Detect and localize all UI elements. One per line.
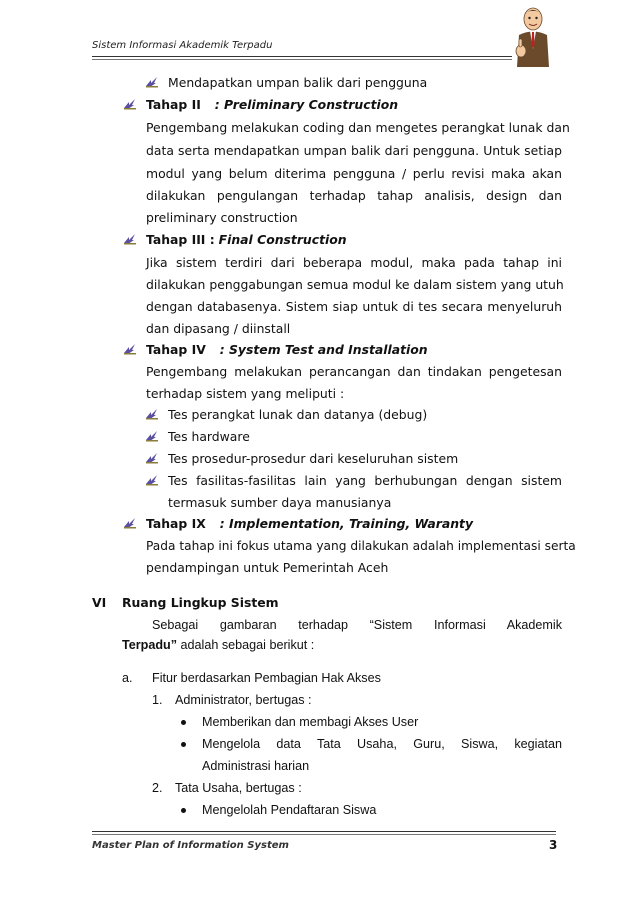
paragraph-line: Pengembang melakukan coding dan mengetes perangkat lunak dan (146, 120, 570, 135)
bullet-dot (181, 808, 186, 813)
list-item: termasuk sumber daya manusianya (168, 495, 392, 510)
tahap-label: Tahap II (146, 97, 201, 112)
list-item: Mendapatkan umpan balik dari pengguna (168, 75, 428, 90)
footer-title: Master Plan of Information System (92, 840, 289, 851)
arrow-bullet-icon (145, 408, 159, 420)
bullet-dot (181, 720, 186, 725)
header-rule (92, 56, 512, 57)
arrow-bullet-icon (123, 233, 137, 245)
page-number: 3 (549, 838, 558, 852)
tahap-heading (146, 232, 347, 248)
tahap-title: : Implementation, Training, Waranty (219, 516, 474, 531)
section-number: VI (92, 595, 107, 610)
list-item: Mengelola data Tata Usaha, Guru, Siswa, kegiatan (202, 737, 562, 751)
tahap-heading (146, 516, 473, 532)
tahap-title: Final Construction (218, 232, 347, 247)
header-title: Sistem Informasi Akademik Terpadu (92, 40, 273, 51)
paragraph-line: data serta mendapatkan umpan balik dari pengguna. Untuk setiap (146, 143, 562, 158)
paragraph-line: Pada tahap ini fokus utama yang dilakukan adalah implementasi serta (146, 539, 576, 553)
tahap-title: : System Test and Installation (219, 342, 428, 357)
paragraph-line: modul yang belum diterima pengguna / perlu revisi maka akan (146, 166, 562, 181)
intro-bold: Terpadu” (122, 638, 178, 652)
tahap-heading (146, 342, 428, 358)
tahap-label: Tahap IV (146, 342, 206, 357)
list-item: Memberikan dan membagi Akses User (202, 715, 419, 729)
list-item: Mengelolah Pendaftaran Siswa (202, 803, 377, 817)
paragraph-line (122, 637, 314, 653)
list-marker: a. (122, 671, 133, 685)
arrow-bullet-icon (123, 517, 137, 529)
list-item: Administrator, bertugas : (175, 693, 312, 707)
list-item: Tes hardware (168, 429, 250, 444)
list-item: Administrasi harian (202, 759, 310, 773)
bullet-dot (181, 742, 186, 747)
list-item: Fitur berdasarkan Pembagian Hak Akses (152, 671, 381, 685)
tahap-label: Tahap III : (146, 232, 215, 247)
arrow-bullet-icon (145, 452, 159, 464)
businessman-thumbs-up-icon (513, 5, 553, 69)
arrow-bullet-icon (145, 474, 159, 486)
paragraph-line: pendampingan untuk Pemerintah Aceh (146, 560, 389, 575)
arrow-bullet-icon (123, 98, 137, 110)
tahap-heading (146, 97, 398, 113)
paragraph-line: dan dipasang / diinstall (146, 321, 291, 336)
intro-text: Sebagai gambaran terhadap “Sistem Informasi Akademik (152, 618, 562, 632)
arrow-bullet-icon (145, 430, 159, 442)
paragraph-line: Pengembang melakukan perancangan dan tindakan pengetesan (146, 364, 562, 379)
footer-rule-thin (92, 834, 556, 835)
intro-rest: adalah sebagai berikut : (177, 638, 315, 652)
paragraph-line: preliminary construction (146, 210, 298, 225)
list-marker: 2. (152, 781, 163, 795)
paragraph-line: dilakukan pengulangan terhadap tahap analisis, design dan (146, 188, 562, 203)
list-marker: 1. (152, 693, 163, 707)
footer-rule (92, 831, 556, 832)
paragraph-line: dilakukan penggabungan semua modul ke dalam sistem yang utuh (146, 277, 564, 292)
paragraph-line (152, 617, 562, 633)
paragraph-line: Jika sistem terdiri dari beberapa modul, maka pada tahap ini (146, 255, 562, 270)
paragraph-line: dengan databasenya. Sistem siap untuk di tes secara menyeluruh (146, 299, 562, 314)
list-item: Tes prosedur-prosedur dari keseluruhan sistem (168, 451, 459, 466)
arrow-bullet-icon (123, 343, 137, 355)
section-title: Ruang Lingkup Sistem (122, 595, 279, 610)
arrow-bullet-icon (145, 76, 159, 88)
list-item: Tes fasilitas-fasilitas lain yang berhubungan dengan sistem (168, 473, 562, 488)
header-rule-thin (92, 59, 512, 60)
tahap-title: : Preliminary Construction (214, 97, 399, 112)
paragraph-line: terhadap sistem yang meliputi : (146, 386, 345, 401)
tahap-label: Tahap IX (146, 516, 206, 531)
list-item: Tata Usaha, bertugas : (175, 781, 302, 795)
list-item: Tes perangkat lunak dan datanya (debug) (168, 407, 428, 422)
